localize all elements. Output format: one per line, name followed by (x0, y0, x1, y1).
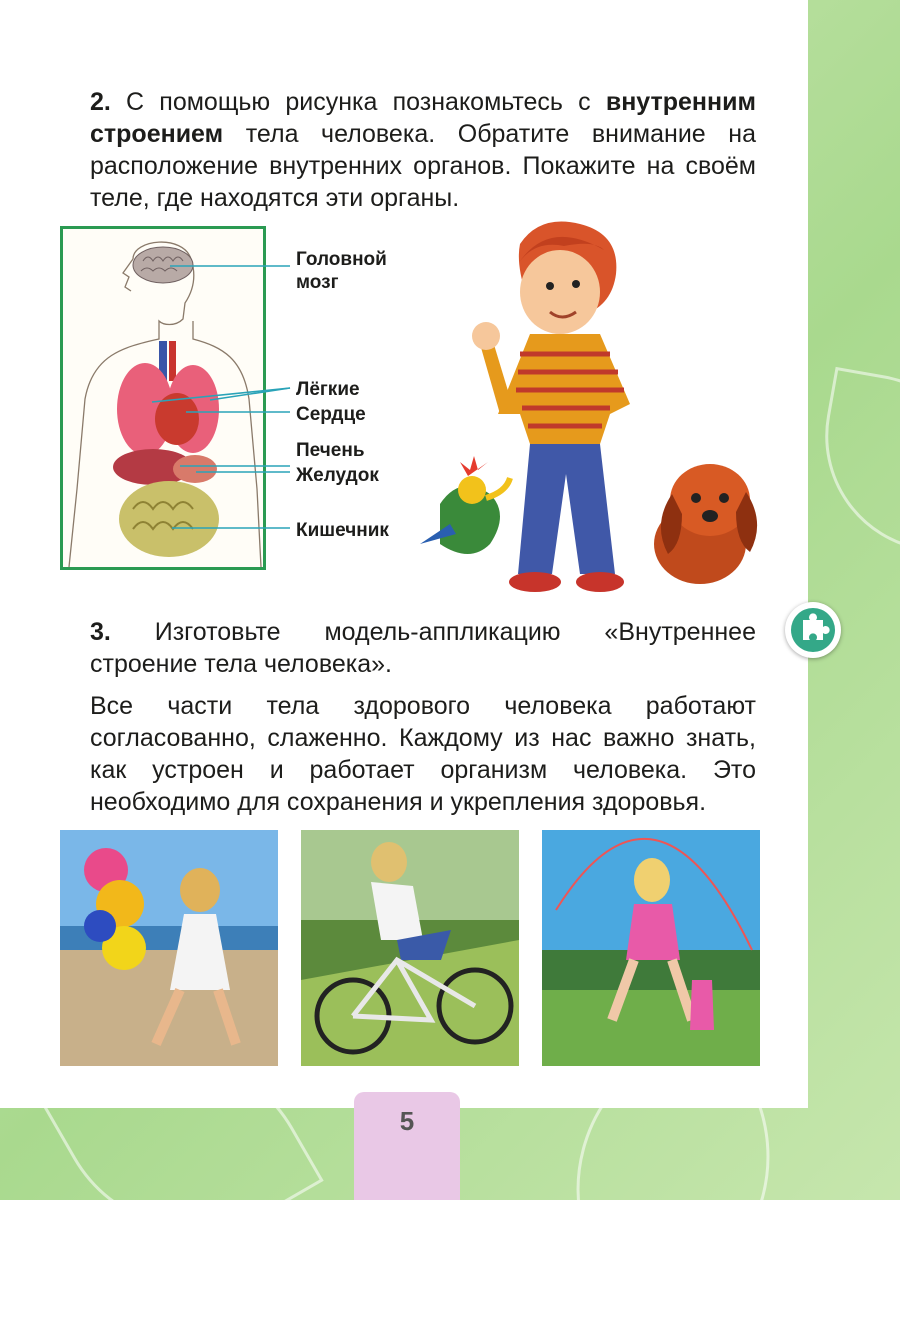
cartoon-characters (400, 214, 780, 604)
cartoon-boy (472, 222, 630, 593)
page-number: 5 (354, 1092, 460, 1200)
task-3-text (90, 616, 756, 680)
photo-boy-on-bicycle (301, 830, 519, 1066)
stomach-shape (173, 455, 217, 483)
body-silhouette (63, 229, 263, 567)
task-2-text (90, 86, 756, 214)
photo-girl-with-balloons (60, 830, 278, 1066)
label-brain-line2: мозг (296, 272, 339, 293)
heart-shape (155, 393, 199, 445)
label-brain-line1: Головной (296, 249, 387, 270)
label-lungs: Лёгкие (296, 379, 360, 400)
body-paragraph: Все части тела здорового человека работают согласованно, слаженно. Каждому из нас важно знать, как устроен и работает организм человека. Это необходимо для сохранения и укрепления здоровья. (90, 692, 756, 816)
anatomy-figure (60, 226, 266, 570)
puzzle-icon (785, 602, 841, 658)
task-2-text-end: тела человека. Обратите внимание на расположение внутренних органов. Покажите на своём теле, где находятся эти органы. (90, 120, 756, 212)
cartoon-dog (654, 464, 757, 584)
label-intestine: Кишечник (296, 520, 389, 541)
photo-girl-jumping-rope (542, 830, 760, 1066)
label-liver: Печень (296, 440, 365, 461)
task-2-text-start: С помощью рисунка познакомьтесь с (110, 88, 606, 116)
intestine-shape (119, 481, 219, 557)
task-2-number: 2. (90, 88, 111, 116)
task-3-number: 3. (90, 618, 111, 646)
label-brain (296, 248, 387, 294)
label-stomach: Желудок (296, 465, 379, 486)
brain-shape (133, 247, 193, 283)
task-3-text-body: Изготовьте модель-аппликацию «Внутреннее строение тела человека». (90, 618, 756, 678)
label-heart: Сердце (296, 404, 366, 425)
cartoon-parrot (420, 456, 510, 554)
leaf-decoration (807, 367, 900, 559)
task-2-bold-term: внутренним строением (90, 88, 756, 148)
